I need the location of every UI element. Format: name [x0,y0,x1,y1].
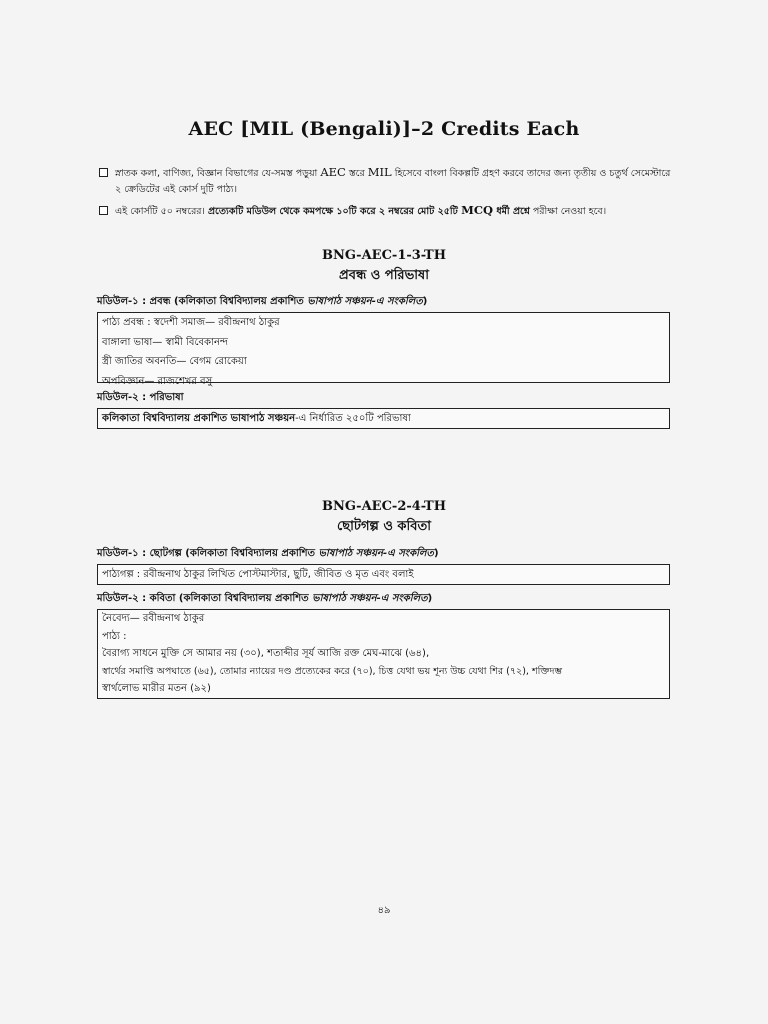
heading-text: মডিউল-১ : প্রবন্ধ (কলিকাতা বিশ্ববিদ্যালয় প্রকাশিত [97,296,308,307]
heading-text: মডিউল-২ : কবিতা (কলিকাতা বিশ্ববিদ্যালয় প্রকাশিত [97,593,313,604]
course-2-module-1-box [97,564,670,585]
checkbox-bullet-icon [99,168,108,177]
course-1-name: প্রবন্ধ ও পরিভাষা [339,268,429,283]
course-1-code: BNG-AEC-1-3-TH [321,248,447,263]
module-line: স্বার্থলোভ মারীর মতন (৯২) [102,683,211,694]
bullet-2-text-post: পরীক্ষা নেওয়া হবে। [529,206,607,217]
module-line: স্ত্রী জাতির অবনতি— বেগম রোকেয়া [102,356,247,367]
heading-italic: ভাষাপাঠ সঞ্চয়ন-এ সংকলিত [312,593,428,604]
course-2-code: BNG-AEC-2-4-TH [321,499,447,514]
course-1-module-1-box [97,312,670,387]
bullet-1-aec: AEC [320,165,346,179]
heading-close: ) [433,548,439,559]
course-1-module-2-heading: মডিউল-২ : পরিভাষা [97,392,184,403]
bullet-2-mcq: MCQ [461,203,494,217]
module-line-bold: কলিকাতা বিশ্ববিদ্যালয় প্রকাশিত ভাষাপাঠ সঞ্চয়ন [102,413,296,424]
course-1-module-1-heading [97,294,677,311]
heading-italic: ভাষাপাঠ সঞ্চয়ন-এ সংকলিত [318,548,434,559]
bullet-2-text-a: এই কোর্সটি ৫০ নম্বরের। [115,206,208,217]
course-2-name: ছোটগল্প ও কবিতা [337,519,431,534]
module-line: স্বার্থের সমাপ্তি অপঘাতে (৬৫), তোমার ন্যায়ের দণ্ড প্রত্যেকের করে (৭০), চিত্ত যেথা ভয় শূন্য উচ্চ যেথা শির (৭২), শক্তিদম্ভ [102,665,563,677]
module-line: বৈরাগ্য সাধনে মুক্তি সে আমার নয় (৩০), শতাব্দীর সূর্য আজি রক্ত মেঘ-মাঝে (৬৪), [102,648,430,659]
bullet-2-text-bold: প্রত্যেকটি মডিউল থেকে কমপক্ষে ১০টি করে ২ নম্বরের মোট ২৫টি [207,206,462,217]
module-line: পাঠ্যগল্প : রবীন্দ্রনাথ ঠাকুর লিখিত পোস্টমাস্টার, ছুটি, জীবিত ও মৃত এবং বলাই [102,569,414,580]
module-line: পাঠ্য : [102,630,127,642]
heading-close: ) [427,593,433,604]
page-number: ৪৯ [377,905,391,916]
module-line [102,409,669,429]
bullet-1-text-a: স্নাতক কলা, বাণিজ্য, বিজ্ঞান বিভাগের যে-সমস্ত পড়ুয়া [115,168,321,179]
bullet-1-text-line2: ২ ক্রেডিটের এই কোর্স দুটি পাঠ্য। [115,184,238,195]
checkbox-bullet-icon [99,206,108,215]
course-2-module-2-box [97,609,670,699]
bullet-item-1 [97,164,677,198]
heading-text: মডিউল-১ : ছোটগল্প (কলিকাতা বিশ্ববিদ্যালয় প্রকাশিত [97,548,319,559]
bullet-2-text-bold2: ধর্মী প্রশ্নে [493,206,530,217]
module-line: বাঙ্গালা ভাষা— স্বামী বিবেকানন্দ [102,336,228,348]
page-title: AEC [MIL (Bengali)]–2 Credits Each [188,118,580,140]
bullet-1-text-c: হিসেবে বাংলা বিকল্পটি গ্রহণ করবে তাদের জন্য তৃতীয় ও চতুর্থ সেমেস্টারে [391,168,671,179]
module-line: অপবিজ্ঞান— রাজশেখর বসু [102,375,213,387]
module-line: পাঠ্য প্রবন্ধ : স্বদেশী সমাজ— রবীন্দ্রনাথ ঠাকুর [102,317,280,328]
heading-italic: ভাষাপাঠ সঞ্চয়ন-এ সংকলিত [307,296,423,307]
bullet-1-text-b: স্তরে [345,168,368,179]
bullet-item-2 [97,202,677,220]
bullet-1-mil: MIL [367,165,392,179]
course-2-module-1-heading [97,546,677,563]
intro-bullets [97,164,677,220]
module-line: নৈবেদ্য— রবীন্দ্রনাথ ঠাকুর [102,613,205,624]
module-line-rest: -এ নির্ধারিত ২৫০টি পরিভাষা [295,413,411,424]
course-1-module-2-box [97,408,670,429]
course-2-module-2-heading [97,591,677,608]
heading-close: ) [422,296,428,307]
